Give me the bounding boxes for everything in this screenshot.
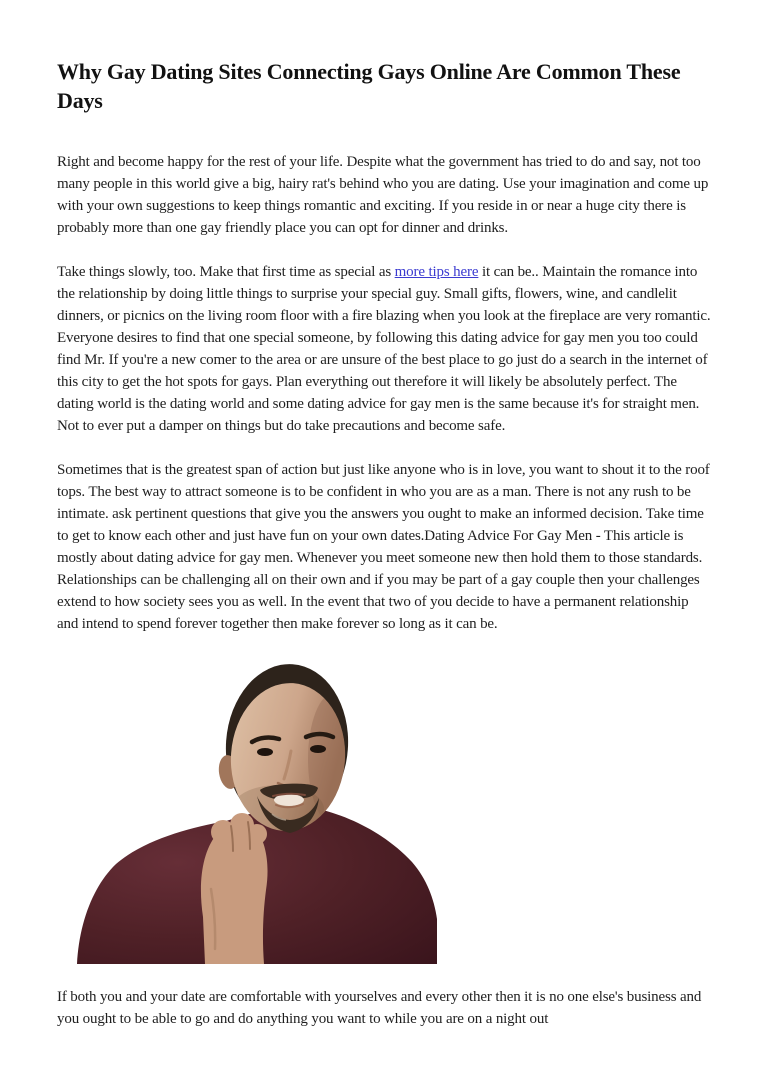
paragraph-2	[57, 261, 713, 437]
paragraph-3: Sometimes that is the greatest span of action but just like anyone who is in love, you want to shout it to the roof tops. The best way to attract someone is to be confident in who you are as a man. There is not any rush to be intimate. ask pertinent questions that give you the answers you ought to make an informed decision. Take time to get to know each other and just have fun on your own dates.Dating Advice For Gay Men - This article is mostly about dating advice for gay men. Whenever you meet someone new then hold them to those standards. Relationships can be challenging all on their own and if you may be part of a gay couple then your challenges extend to how society sees you as well. In the event that two of you decide to have a permanent relationship and intend to spend forever together then make forever so long as it can be.	[57, 462, 710, 632]
article-title: Why Gay Dating Sites Connecting Gays Online Are Common These Days	[57, 59, 681, 113]
paragraph-1: Right and become happy for the rest of your life. Despite what the government has tried to do and say, not too many people in this world give a big, hairy rat's behind who you are dating. Use your imagination and come up with your own suggestions to keep things romantic and exciting. If you reside in or near a huge city there is probably more than one gay friendly place you can opt for dinner and drinks.	[57, 154, 709, 236]
paragraph-2-post: it can be.. Maintain the romance into the relationship by doing little things to surprise your special guy. Small gifts, flowers, wine, and candlelit dinners, or picnics on the living room floor with a fire blazing when you look at the fireplace are very romantic. Everyone desires to find that one special someone, by following this dating advice for gay men you too could find Mr. If you're a new comer to the area or are unsure of the best place to go just do a search in the internet of this city to get the hot spots for gays. Plan everything out therefore it will likely be absolutely perfect. The dating world is the dating world and some dating advice for gay men is the same because it's for straight men. Not to ever put a damper on things but do take precautions and become safe.	[57, 264, 711, 434]
paragraph-2-pre: Take things slowly, too. Make that first time as special as	[57, 264, 395, 280]
portrait-photo-illustration	[66, 659, 438, 964]
more-tips-link[interactable]: more tips here	[394, 264, 479, 280]
left-eye	[257, 748, 273, 756]
right-eye	[310, 745, 326, 753]
portrait-photo	[66, 659, 438, 964]
paragraph-4: If both you and your date are comfortable with yourselves and every other then it is no one else's business and you ought to be able to go and do anything you want to while you are on a night out	[57, 989, 702, 1027]
